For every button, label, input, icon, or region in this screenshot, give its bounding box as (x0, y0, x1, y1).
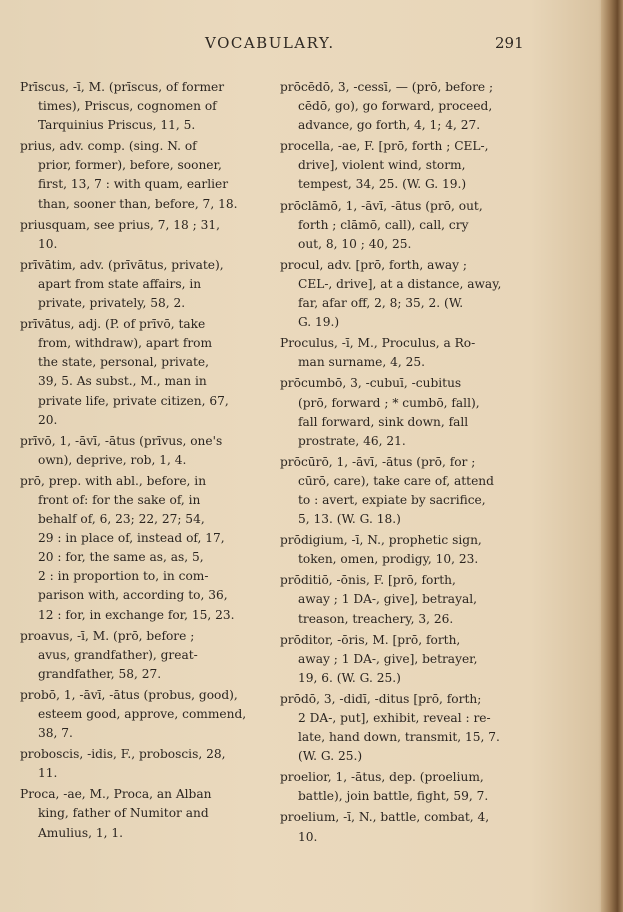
entry-line: 20 : for, the same as, as, 5, (38, 550, 204, 565)
vocab-entry (280, 197, 524, 254)
running-head: VOCABULARY. (205, 34, 335, 52)
entry-first-line: prius, adv. comp. (sing. N. of (20, 139, 197, 154)
vocab-entry (20, 256, 262, 313)
entry-first-line: prīvō, 1, -āvī, -ātus (prīvus, one's (20, 433, 223, 448)
entry-line: 2 : in proportion to, in com- (38, 569, 209, 584)
entry-line: far, afar off, 2, 8; 35, 2. (W. (298, 296, 464, 311)
entry-line: apart from state affairs, in (38, 276, 202, 291)
entry-line: late, hand down, transmit, 15, 7. (298, 730, 500, 745)
entry-first-line: prōcumbō, 3, -cubuī, -cubitus (280, 376, 462, 391)
entry-line: 10. (38, 236, 58, 251)
vocab-entry (280, 531, 524, 569)
entry-first-line: probō, 1, -āvī, -ātus (probus, good), (20, 687, 238, 702)
entry-first-line: Prīscus, -ī, M. (prīscus, of former (20, 80, 225, 94)
left-column (20, 78, 262, 845)
entry-first-line: prīvātim, adv. (prīvātus, private), (20, 257, 224, 272)
entry-line: away ; 1 DA-, give], betrayer, (298, 651, 478, 666)
entry-line: prior, former), before, sooner, (38, 158, 222, 173)
page-number: 291 (495, 34, 524, 52)
book-spine (601, 0, 623, 912)
entry-line: advance, go forth, 4, 1; 4, 27. (298, 118, 481, 133)
entry-line: 5, 13. (W. G. 18.) (298, 512, 401, 527)
entry-line: G. 19.) (298, 315, 340, 330)
entry-line: behalf of, 6, 23; 22, 27; 54, (38, 512, 205, 527)
vocab-entry (280, 137, 524, 194)
entry-first-line: Proca, -ae, M., Proca, an Alban (20, 787, 212, 802)
entry-first-line: procul, adv. [prō, forth, away ; (280, 257, 468, 272)
entry-first-line: prōdigium, -ī, N., prophetic sign, (280, 533, 482, 548)
entry-first-line: prō, prep. with abl., before, in (20, 473, 207, 488)
entry-line: (W. G. 25.) (298, 749, 363, 764)
entry-line: cūrō, care), take care of, attend (298, 473, 494, 488)
vocab-entry (20, 472, 262, 625)
vocab-entry (20, 216, 262, 254)
entry-line: 39, 5. As subst., M., man in (38, 374, 207, 389)
entry-line: Tarquinius Priscus, 11, 5. (38, 118, 196, 133)
entry-line: 19, 6. (W. G. 25.) (298, 670, 401, 685)
entry-line: battle), join battle, fight, 59, 7. (298, 789, 489, 804)
entry-line: 2 DA-, put], exhibit, reveal : re- (298, 711, 491, 725)
entry-line: own), deprive, rob, 1, 4. (38, 452, 187, 467)
right-column (280, 78, 524, 849)
entry-line: front of: for the sake of, in (38, 492, 201, 507)
entry-first-line: Proculus, -ī, M., Proculus, a Ro- (280, 336, 476, 351)
entry-line: than, sooner than, before, 7, 18. (38, 196, 238, 211)
entry-line: Amulius, 1, 1. (38, 825, 123, 840)
vocab-entry (280, 631, 524, 688)
entry-line: parison with, according to, 36, (38, 588, 228, 603)
vocab-entry (20, 432, 262, 470)
entry-line: private, privately, 58, 2. (38, 296, 186, 311)
entry-line: esteem good, approve, commend, (38, 707, 247, 721)
entry-line: 12 : for, in exchange for, 15, 23. (38, 607, 235, 622)
entry-line: first, 13, 7 : with quam, earlier (38, 177, 229, 192)
vocab-entry (20, 785, 262, 842)
entry-line: treason, treachery, 3, 26. (298, 611, 454, 626)
entry-line: tempest, 34, 25. (W. G. 19.) (298, 177, 467, 192)
vocab-entry (20, 78, 262, 135)
entry-line: token, omen, prodigy, 10, 23. (298, 552, 479, 567)
vocab-entry (280, 453, 524, 529)
entry-first-line: proavus, -ī, M. (prō, before ; (20, 628, 195, 643)
vocab-entry (20, 627, 262, 684)
entry-first-line: proelium, -ī, N., battle, combat, 4, (280, 810, 490, 825)
vocab-entry (20, 686, 262, 743)
vocab-entry (20, 745, 262, 783)
entry-line: 38, 7. (38, 726, 73, 741)
entry-first-line: proboscis, -idis, F., proboscis, 28, (20, 747, 226, 762)
entry-first-line: prōdō, 3, -didī, -ditus [prō, forth; (280, 691, 482, 706)
vocab-entry (280, 256, 524, 332)
entry-line: king, father of Numitor and (38, 806, 209, 821)
entry-first-line: prīvātus, adj. (P. of prīvō, take (20, 317, 206, 332)
vocab-entry (280, 808, 524, 846)
vocab-entry (280, 571, 524, 628)
entry-first-line: prōditor, -ōris, M. [prō, forth, (280, 632, 461, 647)
entry-line: prostrate, 46, 21. (298, 433, 406, 448)
page-header (0, 34, 600, 58)
entry-first-line: prōcūrō, 1, -āvī, -ātus (prō, for ; (280, 454, 476, 469)
entry-line: 10. (298, 829, 318, 844)
entry-line: drive], violent wind, storm, (298, 158, 466, 173)
vocab-entry (20, 315, 262, 430)
entry-line: 29 : in place of, instead of, 17, (38, 531, 225, 546)
entry-line: away ; 1 DA-, give], betrayal, (298, 592, 477, 607)
vocab-entry (280, 78, 524, 135)
entry-line: CEL-, drive], at a distance, away, (298, 276, 502, 291)
vocab-entry (20, 137, 262, 213)
entry-first-line: proelior, 1, -ātus, dep. (proelium, (280, 770, 484, 785)
entry-line: 11. (38, 766, 58, 781)
entry-line: avus, grandfather), great- (38, 647, 198, 662)
entry-line: times), Priscus, cognomen of (38, 99, 217, 114)
entry-line: 20. (38, 412, 58, 427)
entry-line: (prō, forward ; * cumbō, fall), (298, 395, 480, 410)
vocab-entry (280, 768, 524, 806)
entry-line: from, withdraw), apart from (38, 336, 213, 351)
entry-first-line: prōditiō, -ōnis, F. [prō, forth, (280, 573, 456, 588)
entry-line: to : avert, expiate by sacrifice, (298, 492, 486, 507)
entry-line: private life, private citizen, 67, (38, 393, 229, 408)
entry-first-line: prōcēdō, 3, -cessī, — (prō, before ; (280, 80, 494, 94)
entry-line: the state, personal, private, (38, 355, 209, 370)
entry-first-line: procella, -ae, F. [prō, forth ; CEL-, (280, 139, 489, 154)
entry-line: forth ; clāmō, call), call, cry (298, 217, 469, 232)
vocab-entry (280, 690, 524, 766)
vocab-entry (280, 374, 524, 450)
entry-line: out, 8, 10 ; 40, 25. (298, 236, 412, 251)
entry-first-line: prōclāmō, 1, -āvī, -ātus (prō, out, (280, 198, 483, 213)
entry-line: fall forward, sink down, fall (298, 414, 469, 429)
entry-first-line: priusquam, see prius, 7, 18 ; 31, (20, 217, 221, 232)
entry-line: cēdō, go), go forward, proceed, (298, 99, 493, 114)
vocab-entry (280, 334, 524, 372)
entry-line: man surname, 4, 25. (298, 355, 425, 370)
entry-line: grandfather, 58, 27. (38, 666, 162, 681)
